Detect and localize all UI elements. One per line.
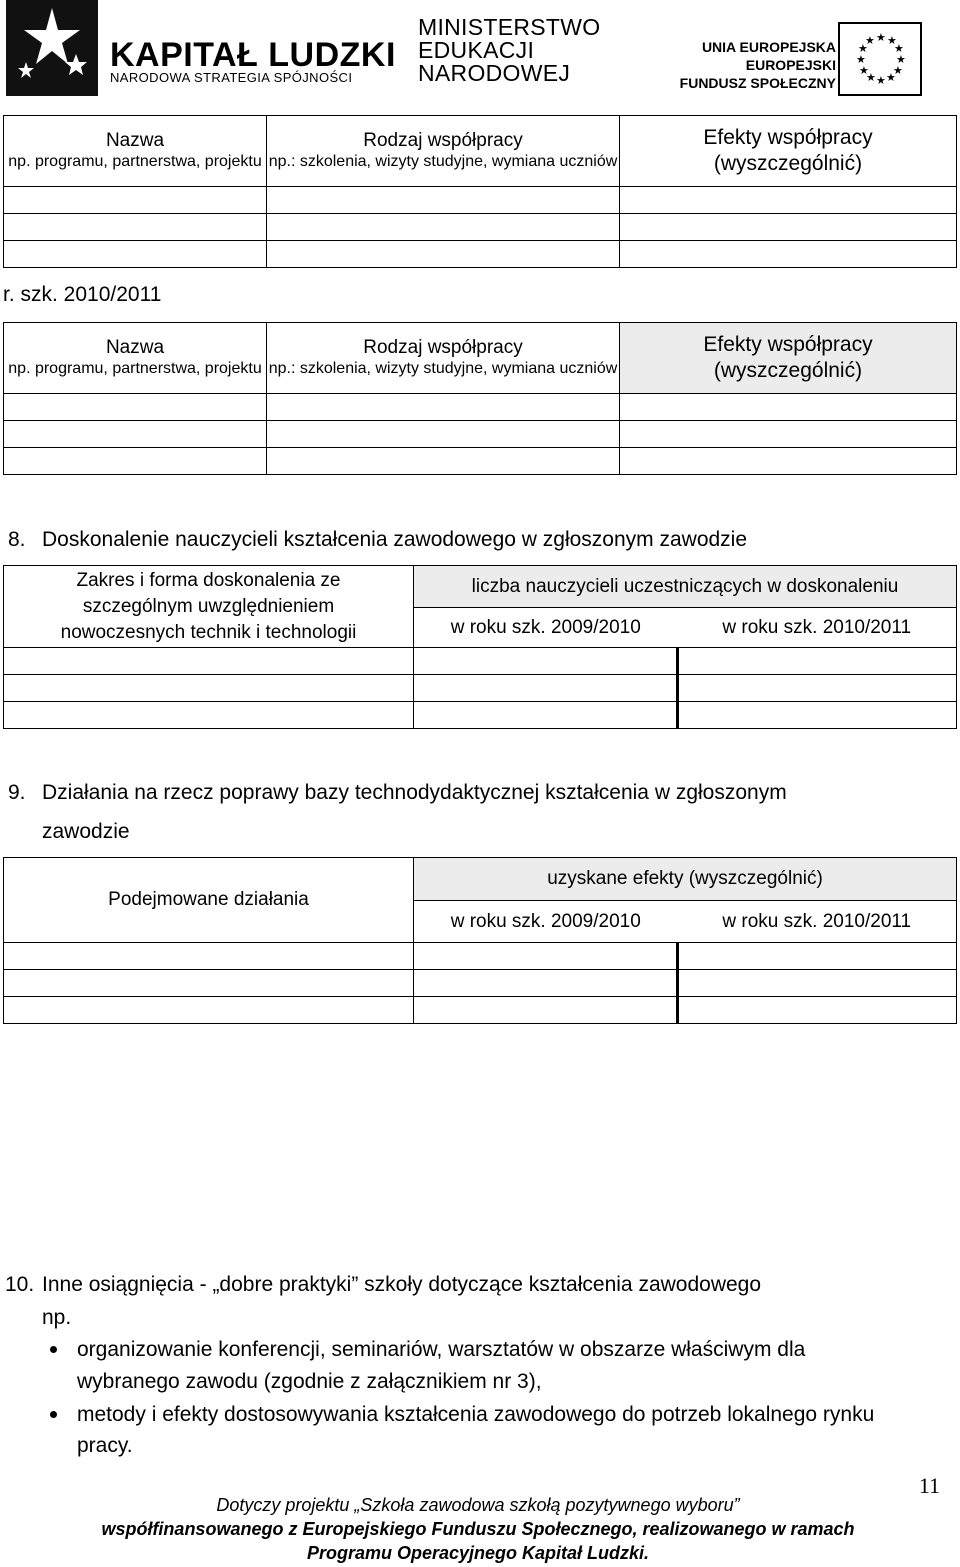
header-cell-year-2009: w roku szk. 2009/2010 bbox=[414, 608, 678, 648]
table-cell[interactable] bbox=[4, 970, 414, 997]
table-cell[interactable] bbox=[4, 241, 267, 268]
section-9-title-line2: zawodzie bbox=[42, 820, 130, 843]
header-cell-effects: Efekty współpracy (wyszczególnić) bbox=[620, 323, 957, 394]
teacher-training-table bbox=[3, 565, 957, 729]
table-cell[interactable] bbox=[414, 943, 678, 970]
section-10-number: 10. bbox=[5, 1273, 35, 1296]
table-cell[interactable] bbox=[414, 970, 678, 997]
svg-text:★: ★ bbox=[893, 64, 903, 77]
table-cell[interactable] bbox=[678, 675, 957, 702]
year-label: r. szk. 2010/2011 bbox=[3, 283, 162, 306]
eu-logo-text: UNIA EUROPEJSKA EUROPEJSKI FUNDUSZ SPOŁECZNY bbox=[679, 39, 836, 91]
section-9-number: 9. bbox=[8, 781, 26, 804]
table-cell[interactable] bbox=[678, 970, 957, 997]
page-number: 11 bbox=[918, 1473, 940, 1498]
header-cell-actions: Podejmowane działania bbox=[4, 858, 414, 943]
table-cell[interactable] bbox=[267, 448, 620, 475]
didactic-base-table bbox=[3, 857, 957, 1024]
table-cell[interactable] bbox=[678, 943, 957, 970]
table-cell[interactable] bbox=[4, 675, 414, 702]
svg-text:★: ★ bbox=[896, 53, 906, 66]
svg-text:★: ★ bbox=[894, 42, 904, 55]
table-cell[interactable] bbox=[620, 187, 957, 214]
section-10-np: np. bbox=[42, 1306, 72, 1329]
table-cell[interactable] bbox=[4, 997, 414, 1024]
kapital-ludzki-logo-mark bbox=[6, 0, 98, 96]
header-cell-name: Nazwa np. programu, partnerstwa, projektu bbox=[4, 116, 267, 187]
section-8-title: Doskonalenie nauczycieli kształcenia zawodowego w zgłoszonym zawodzie bbox=[42, 528, 748, 551]
cooperation-table-2009 bbox=[3, 115, 957, 268]
header-cell-teacher-count: liczba nauczycieli uczestniczących w doskonaleniu bbox=[414, 566, 957, 608]
bullet-item-1-line2: wybranego zawodu (zgodnie z załącznikiem nr 3), bbox=[77, 1370, 542, 1393]
table-cell[interactable] bbox=[620, 241, 957, 268]
table-cell[interactable] bbox=[620, 448, 957, 475]
section-9-title-line1: Działania na rzecz poprawy bazy technodydaktycznej kształcenia w zgłoszonym bbox=[42, 781, 787, 804]
svg-text:★: ★ bbox=[887, 34, 897, 47]
table-cell[interactable] bbox=[414, 648, 678, 675]
header-cell-scope: Zakres i forma doskonalenia ze szczególnym uwzględnieniem nowoczesnych technik i technologii bbox=[4, 566, 414, 648]
table-cell[interactable] bbox=[678, 997, 957, 1024]
star-emblem-icon bbox=[6, 0, 98, 96]
footer-line-1: Dotyczy projektu „Szkoła zawodowa szkołą pozytywnego wyboru” bbox=[216, 1495, 740, 1515]
footer-line-3: Programu Operacyjnego Kapitał Ludzki. bbox=[306, 1543, 650, 1563]
kapital-ludzki-subtitle: NARODOWA STRATEGIA SPÓJNOŚCI bbox=[110, 70, 353, 85]
bullet-item-2-line2: pracy. bbox=[77, 1434, 133, 1457]
ministry-logo-text: MINISTERSTWO EDUKACJI NARODOWEJ bbox=[418, 14, 601, 86]
header-cell-effects: uzyskane efekty (wyszczególnić) bbox=[414, 858, 957, 901]
bullet-icon bbox=[50, 1411, 57, 1418]
eu-flag-icon bbox=[838, 22, 922, 96]
table-cell[interactable] bbox=[267, 241, 620, 268]
table-cell[interactable] bbox=[678, 702, 957, 729]
header-cell-name: Nazwa np. programu, partnerstwa, projektu bbox=[4, 323, 267, 394]
table-cell[interactable] bbox=[620, 214, 957, 241]
table-cell[interactable] bbox=[4, 394, 267, 421]
table-cell[interactable] bbox=[267, 421, 620, 448]
header-cell-effects: Efekty współpracy (wyszczególnić) bbox=[620, 116, 957, 187]
table-cell[interactable] bbox=[414, 675, 678, 702]
table-cell[interactable] bbox=[4, 648, 414, 675]
header-cell-year-2010: w roku szk. 2010/2011 bbox=[678, 608, 957, 648]
table-cell[interactable] bbox=[267, 187, 620, 214]
svg-text:★: ★ bbox=[876, 74, 886, 87]
kapital-ludzki-title: KAPITAŁ LUDZKI bbox=[110, 36, 396, 74]
cooperation-table-2010 bbox=[3, 322, 957, 475]
svg-text:★: ★ bbox=[856, 53, 866, 66]
bullet-item-2-line1: metody i efekty dostosowywania kształcenia zawodowego do potrzeb lokalnego rynku bbox=[77, 1403, 875, 1426]
header-cell-type: Rodzaj współpracy np.: szkolenia, wizyty studyjne, wymiana uczniów bbox=[267, 116, 620, 187]
table-cell[interactable] bbox=[267, 394, 620, 421]
table-cell[interactable] bbox=[4, 448, 267, 475]
section-8-number: 8. bbox=[8, 528, 26, 551]
table-cell[interactable] bbox=[267, 214, 620, 241]
svg-text:★: ★ bbox=[865, 34, 875, 47]
svg-text:★: ★ bbox=[886, 71, 896, 84]
svg-text:★: ★ bbox=[859, 64, 869, 77]
table-cell[interactable] bbox=[620, 394, 957, 421]
bullet-item-1-line1: organizowanie konferencji, seminariów, warsztatów w obszarze właściwym dla bbox=[77, 1338, 806, 1361]
header-cell-year-2009: w roku szk. 2009/2010 bbox=[414, 901, 678, 943]
section-10-title: Inne osiągnięcia - „dobre praktyki” szkoły dotyczące kształcenia zawodowego bbox=[42, 1273, 762, 1296]
table-cell[interactable] bbox=[4, 214, 267, 241]
header-cell-year-2010: w roku szk. 2010/2011 bbox=[678, 901, 957, 943]
table-cell[interactable] bbox=[4, 421, 267, 448]
table-cell[interactable] bbox=[620, 421, 957, 448]
svg-text:★: ★ bbox=[876, 31, 886, 44]
bullet-icon bbox=[50, 1346, 57, 1353]
table-cell[interactable] bbox=[4, 702, 414, 729]
table-cell[interactable] bbox=[678, 648, 957, 675]
header-cell-type: Rodzaj współpracy np.: szkolenia, wizyty studyjne, wymiana uczniów bbox=[267, 323, 620, 394]
table-cell[interactable] bbox=[4, 187, 267, 214]
svg-text:★: ★ bbox=[866, 71, 876, 84]
table-cell[interactable] bbox=[4, 943, 414, 970]
footer-line-2: współfinansowanego z Europejskiego Funduszu Społecznego, realizowanego w ramach bbox=[101, 1519, 855, 1539]
table-cell[interactable] bbox=[414, 997, 678, 1024]
svg-text:★: ★ bbox=[858, 42, 868, 55]
table-cell[interactable] bbox=[414, 702, 678, 729]
